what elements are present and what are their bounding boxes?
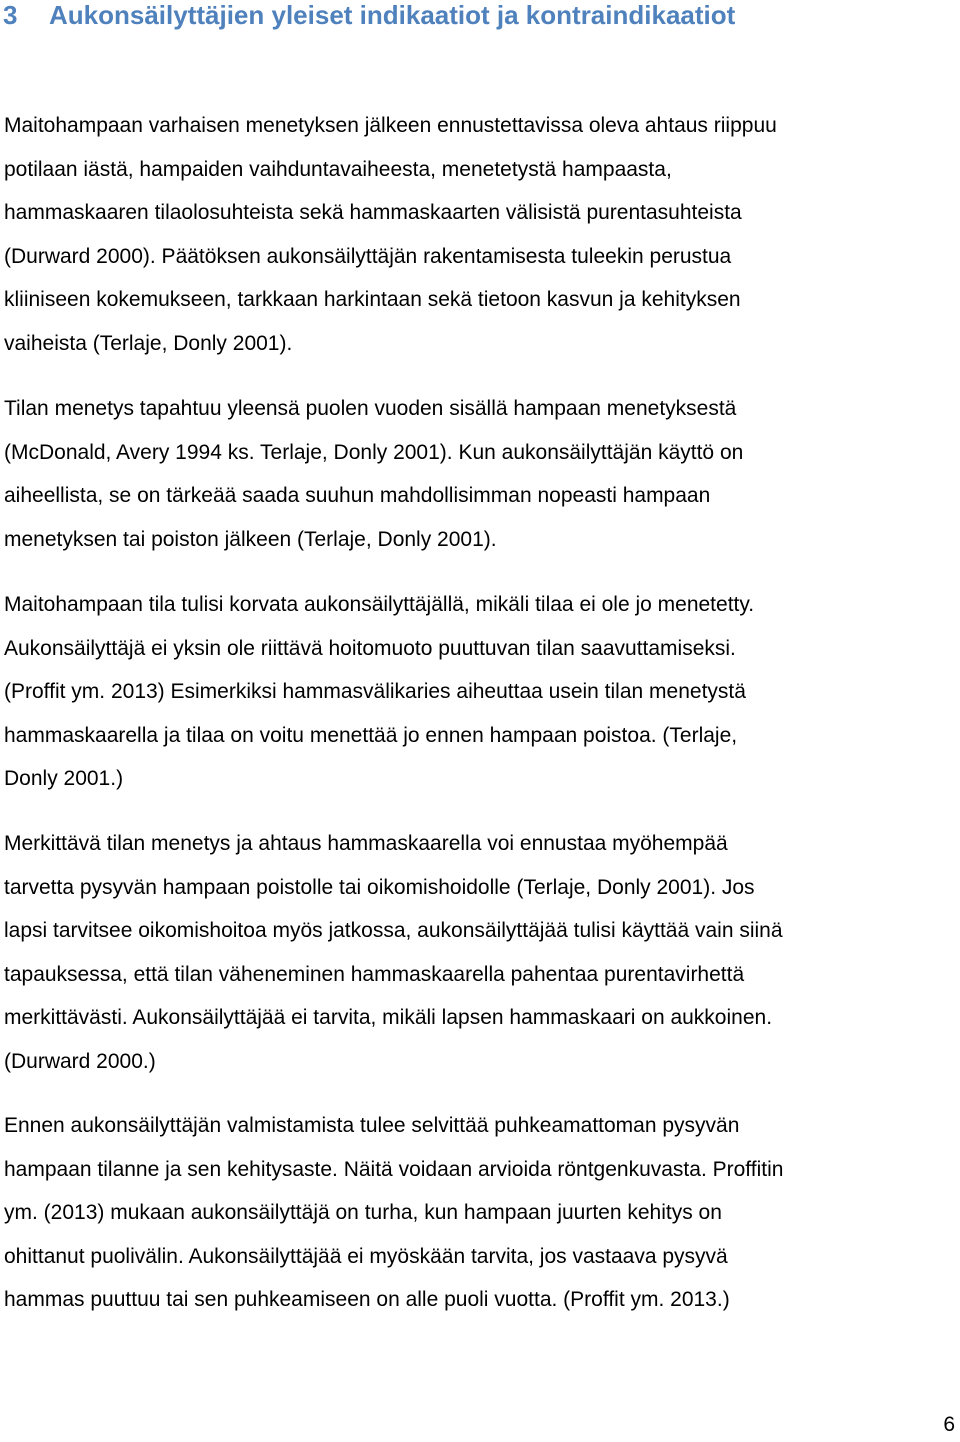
section-title: Aukonsäilyttäjien yleiset indikaatiot ja kontraindikaatiot xyxy=(49,0,736,30)
page-number: 6 xyxy=(943,1413,955,1436)
section-number: 3 xyxy=(3,0,18,30)
paragraph-line: aiheellista, se on tärkeää saada suuhun mahdollisimman nopeasti hampaan xyxy=(4,484,711,507)
paragraph-line: Ennen aukonsäilyttäjän valmistamista tulee selvittää puhkeamattoman pysyvän xyxy=(4,1114,740,1137)
paragraph-line: Maitohampaan tila tulisi korvata aukonsäilyttäjällä, mikäli tilaa ei ole jo menetetty. xyxy=(4,593,755,616)
paragraph-line: Donly 2001.) xyxy=(4,767,124,790)
paragraph-line: lapsi tarvitsee oikomishoitoa myös jatkossa, aukonsäilyttäjää tulisi käyttää vain siinä xyxy=(4,919,783,942)
paragraph-2 xyxy=(4,387,954,561)
paragraph-line: ym. (2013) mukaan aukonsäilyttäjä on turha, kun hampaan juurten kehitys on xyxy=(4,1201,722,1224)
paragraph-line: (McDonald, Avery 1994 ks. Terlaje, Donly 2001). Kun aukonsäilyttäjän käyttö on xyxy=(4,440,744,464)
paragraph-line: Tilan menetys tapahtuu yleensä puolen vuoden sisällä hampaan menetyksestä xyxy=(4,397,737,420)
paragraph-line: kliiniseen kokemukseen, tarkkaan harkintaan sekä tietoon kasvun ja kehityksen xyxy=(4,288,741,311)
paragraph-line: Merkittävä tilan menetys ja ahtaus hammaskaarella voi ennustaa myöhempää xyxy=(4,832,728,855)
paragraph-line: tapauksessa, että tilan väheneminen hammaskaarella pahentaa purentavirhettä xyxy=(4,962,745,986)
paragraph-line: Aukonsäilyttäjä ei yksin ole riittävä hoitomuoto puuttuvan tilan saavuttamiseksi. xyxy=(4,636,736,660)
paragraph-4 xyxy=(4,822,954,1083)
paragraph-line: hammaskaaren tilaolosuhteista sekä hammaskaarten välisistä purentasuhteista xyxy=(4,201,742,224)
paragraph-line: ohittanut puolivälin. Aukonsäilyttäjää ei myöskään tarvita, jos vastaava pysyvä xyxy=(4,1244,728,1268)
paragraph-line: merkittävästi. Aukonsäilyttäjää ei tarvita, mikäli lapsen hammaskaari on aukkoinen. xyxy=(4,1006,773,1029)
section-heading xyxy=(3,0,735,30)
paragraph-line: vaiheista (Terlaje, Donly 2001). xyxy=(4,331,293,355)
paragraph-line: hammas puuttuu tai sen puhkeamiseen on alle puoli vuotta. (Proffit ym. 2013.) xyxy=(4,1288,730,1311)
paragraph-line: hampaan tilanne ja sen kehitysaste. Näitä voidaan arvioida röntgenkuvasta. Proffitin xyxy=(4,1157,784,1181)
paragraph-line: (Durward 2000.) xyxy=(4,1049,156,1073)
paragraph-5 xyxy=(4,1104,954,1322)
paragraph-3 xyxy=(4,583,954,801)
paragraph-line: (Durward 2000). Päätöksen aukonsäilyttäjän rakentamisesta tuleekin perustua xyxy=(4,244,732,268)
paragraph-1 xyxy=(4,104,954,365)
paragraph-line: hammaskaarella ja tilaa on voitu menettää jo ennen hampaan poistoa. (Terlaje, xyxy=(4,723,738,747)
paragraph-line: Maitohampaan varhaisen menetyksen jälkeen ennustettavissa oleva ahtaus riippuu xyxy=(4,114,777,137)
paragraph-line: tarvetta pysyvän hampaan poistolle tai oikomishoidolle (Terlaje, Donly 2001). Jos xyxy=(4,875,755,899)
paragraph-line: (Proffit ym. 2013) Esimerkiksi hammasvälikaries aiheuttaa usein tilan menetystä xyxy=(4,680,746,703)
paragraph-line: potilaan iästä, hampaiden vaihduntavaiheesta, menetetystä hampaasta, xyxy=(4,157,672,181)
paragraph-line: menetyksen tai poiston jälkeen (Terlaje, Donly 2001). xyxy=(4,527,497,551)
